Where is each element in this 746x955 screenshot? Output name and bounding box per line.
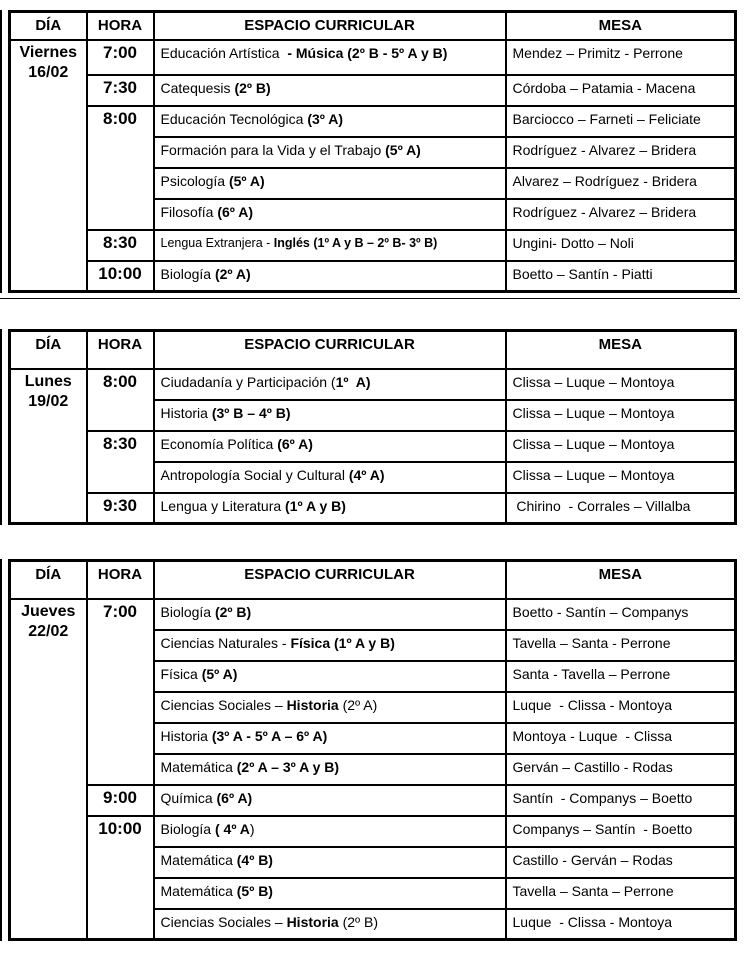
day-date: 22/02: [28, 622, 69, 640]
col-header-espacio-curricular: ESPACIO CURRICULAR: [154, 561, 506, 599]
mesa-cell: Alvarez – Rodríguez - Bridera: [506, 168, 736, 199]
col-header-hora: HORA: [87, 331, 154, 369]
subject-cell: Historia (3º A - 5º A – 6º A): [154, 723, 506, 754]
hour-cell: 9:30: [87, 493, 154, 524]
day-cell: [10, 40, 87, 292]
hour-cell: 9:00: [87, 785, 154, 816]
mesa-cell: Tavella – Santa – Perrone: [506, 878, 736, 909]
page-edge-line: [0, 559, 2, 941]
col-header-dia: DÍA: [10, 12, 87, 40]
mesa-cell: Boetto – Santín - Piatti: [506, 261, 736, 292]
subject-cell: Física (5º A): [154, 661, 506, 692]
subject-cell: Psicología (5º A): [154, 168, 506, 199]
col-header-espacio-curricular: ESPACIO CURRICULAR: [154, 12, 506, 40]
table-row: [10, 785, 736, 816]
day-cell: [10, 599, 87, 940]
subject-cell: Educación Tecnológica (3º A): [154, 106, 506, 137]
col-header-dia: DÍA: [10, 561, 87, 599]
subject-cell: Química (6º A): [154, 785, 506, 816]
table-row: [10, 431, 736, 462]
mesa-cell: Montoya - Luque - Clissa: [506, 723, 736, 754]
col-header-espacio-curricular: ESPACIO CURRICULAR: [154, 331, 506, 369]
subject-cell: Historia (3º B – 4º B): [154, 400, 506, 431]
mesa-cell: Clissa – Luque – Montoya: [506, 431, 736, 462]
table-row: [10, 40, 736, 75]
table-underline: [0, 298, 740, 299]
col-header-dia: DÍA: [10, 331, 87, 369]
subject-cell: Lengua y Literatura (1º A y B): [154, 493, 506, 524]
table-row: [10, 816, 736, 847]
subject-cell: Biología ( 4º A): [154, 816, 506, 847]
mesa-cell: Castillo - Gerván – Rodas: [506, 847, 736, 878]
mesa-cell: Santa - Tavella – Perrone: [506, 661, 736, 692]
day-cell: [10, 369, 87, 524]
schedule-table-lunes-19-02: [8, 329, 734, 525]
col-header-mesa: MESA: [506, 561, 736, 599]
header-row: [10, 331, 736, 369]
subject-cell: Formación para la Vida y el Trabajo (5º A): [154, 137, 506, 168]
table-row: [10, 493, 736, 524]
subject-cell: Matemática (4º B): [154, 847, 506, 878]
page-edge-line: [0, 10, 2, 293]
day-name: Jueves: [21, 602, 76, 620]
hour-cell: 10:00: [87, 261, 154, 292]
mesa-cell: Barciocco – Farneti – Feliciate: [506, 106, 736, 137]
col-header-hora: HORA: [87, 12, 154, 40]
hour-cell: 8:30: [87, 431, 154, 493]
mesa-cell: Clissa – Luque – Montoya: [506, 369, 736, 400]
table-row: [10, 75, 736, 106]
subject-cell: Lengua Extranjera - Inglés (1º A y B – 2º B- 3º B): [154, 230, 506, 261]
hour-cell: 8:00: [87, 369, 154, 431]
mesa-cell: Mendez – Primitz - Perrone: [506, 40, 736, 75]
subject-cell: Ciencias Naturales - Física (1º A y B): [154, 630, 506, 661]
mesa-cell: Clissa – Luque – Montoya: [506, 400, 736, 431]
table-row: [10, 106, 736, 137]
day-name: Lunes: [24, 372, 72, 390]
hour-cell: 8:30: [87, 230, 154, 261]
hour-cell: 7:00: [87, 599, 154, 785]
schedule-grid: [8, 10, 737, 293]
subject-cell: Catequesis (2º B): [154, 75, 506, 106]
subject-cell: Ciencias Sociales – Historia (2º B): [154, 909, 506, 940]
subject-cell: Biología (2º B): [154, 599, 506, 630]
hour-cell: 7:30: [87, 75, 154, 106]
subject-cell: Matemática (2º A – 3º A y B): [154, 754, 506, 785]
col-header-mesa: MESA: [506, 331, 736, 369]
day-date: 19/02: [28, 392, 69, 410]
schedule-table-jueves-22-02: [8, 559, 734, 941]
mesa-cell: Ungini- Dotto – Noli: [506, 230, 736, 261]
schedule-grid: [8, 329, 737, 525]
col-header-mesa: MESA: [506, 12, 736, 40]
header-row: [10, 561, 736, 599]
schedule-grid: [8, 559, 737, 941]
subject-cell: Matemática (5º B): [154, 878, 506, 909]
table-row: [10, 261, 736, 292]
mesa-cell: Gerván – Castillo - Rodas: [506, 754, 736, 785]
subject-cell: Ciudadanía y Participación (1º A): [154, 369, 506, 400]
mesa-cell: Rodríguez - Alvarez – Bridera: [506, 137, 736, 168]
table-rows: [10, 369, 736, 524]
col-header-hora: HORA: [87, 561, 154, 599]
page-edge-line: [0, 329, 2, 525]
table-rows: [10, 599, 736, 940]
schedule-table-viernes-16-02: [8, 10, 734, 293]
exam-schedule-document: [0, 10, 746, 955]
mesa-cell: Santín - Companys – Boetto: [506, 785, 736, 816]
mesa-cell: Tavella – Santa - Perrone: [506, 630, 736, 661]
subject-cell: Antropología Social y Cultural (4º A): [154, 462, 506, 493]
mesa-cell: Boetto - Santín – Companys: [506, 599, 736, 630]
hour-cell: 10:00: [87, 816, 154, 940]
header-row: [10, 12, 736, 40]
table-row: [10, 369, 736, 400]
subject-cell: Economía Política (6º A): [154, 431, 506, 462]
table-row: [10, 599, 736, 630]
day-name: Viernes: [19, 43, 78, 61]
mesa-cell: Companys – Santín - Boetto: [506, 816, 736, 847]
subject-cell: Ciencias Sociales – Historia (2º A): [154, 692, 506, 723]
mesa-cell: Clissa – Luque – Montoya: [506, 462, 736, 493]
subject-cell: Educación Artística - Música (2º B - 5º A y B): [154, 40, 506, 75]
hour-cell: 8:00: [87, 106, 154, 230]
day-date: 16/02: [28, 63, 69, 81]
mesa-cell: Luque - Clissa - Montoya: [506, 692, 736, 723]
hour-cell: 7:00: [87, 40, 154, 75]
table-row: [10, 230, 736, 261]
mesa-cell: Rodríguez - Alvarez – Bridera: [506, 199, 736, 230]
mesa-cell: Córdoba – Patamia - Macena: [506, 75, 736, 106]
subject-cell: Filosofía (6º A): [154, 199, 506, 230]
mesa-cell: Luque - Clissa - Montoya: [506, 909, 736, 940]
subject-cell: Biología (2º A): [154, 261, 506, 292]
mesa-cell: Chirino - Corrales – Villalba: [506, 493, 736, 524]
table-rows: [10, 40, 736, 292]
